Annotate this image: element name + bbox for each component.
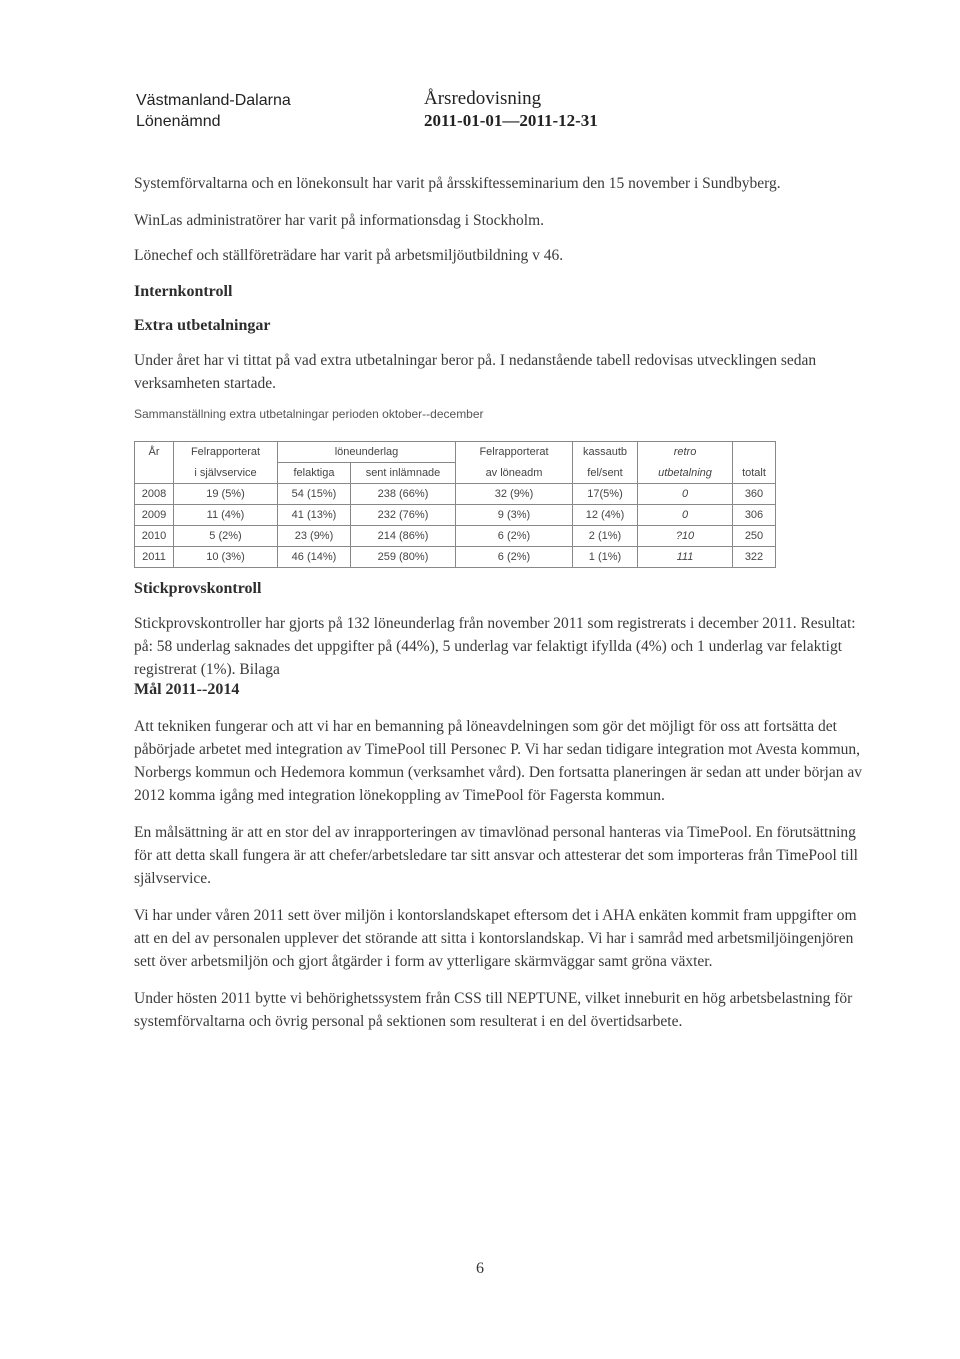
table-header-cell: Felrapporterat <box>174 442 278 463</box>
table-cell: 19 (5%) <box>174 484 278 505</box>
table-cell: 2010 <box>135 526 174 547</box>
organization-header <box>136 90 291 132</box>
table-header-cell: retro <box>638 442 733 463</box>
org-board: Lönenämnd <box>136 113 221 130</box>
table-cell: 250 <box>733 526 776 547</box>
table-cell: 360 <box>733 484 776 505</box>
table-header-cell: utbetalning <box>638 463 733 484</box>
table-header-row-1 <box>135 442 776 463</box>
page-content <box>134 172 874 1033</box>
table-cell: 0 <box>638 505 733 526</box>
table-cell: 11 (4%) <box>174 505 278 526</box>
page-number: 6 <box>476 1260 484 1277</box>
table-cell: 46 (14%) <box>278 547 351 568</box>
heading-internkontroll: Internkontroll <box>134 283 233 300</box>
intro-paragraph: Lönechef och ställföreträdare har varit på arbetsmiljöutbildning v 46. <box>134 247 564 264</box>
document-title: Årsredovisning <box>424 88 542 109</box>
mal-paragraph: Under hösten 2011 bytte vi behörighetssystem från CSS till NEPTUNE, vilket inneburit en hög arbetsbelastning för systemförvaltarna och övrig personal på sektionen som resulterat i en del övertidsarbete. <box>134 990 853 1030</box>
table-cell: 5 (2%) <box>174 526 278 547</box>
mal-paragraph: En målsättning är att en stor del av inrapporteringen av timavlönad personal hanteras via TimePool. En förutsättning för att detta skall fungera är att chefer/arbetsledare tar sitt ansvar och attesterar det som importeras från TimePool till självservice. <box>134 824 858 887</box>
table-cell: 2009 <box>135 505 174 526</box>
table-header-cell: fel/sent <box>573 463 638 484</box>
document-header <box>424 88 598 132</box>
table-row <box>135 547 776 568</box>
table-cell: 2 (1%) <box>573 526 638 547</box>
table-cell: 17(5%) <box>573 484 638 505</box>
table-cell: 6 (2%) <box>456 547 573 568</box>
table-cell: 1 (1%) <box>573 547 638 568</box>
table-caption: Sammanställning extra utbetalningar perioden oktober--december <box>134 407 484 421</box>
table-cell: 6 (2%) <box>456 526 573 547</box>
table-row <box>135 484 776 505</box>
heading-mal: Mål 2011--2014 <box>134 681 240 698</box>
table-cell: 2011 <box>135 547 174 568</box>
document-period: 2011-01-01—2011-12-31 <box>424 111 598 130</box>
heading-extra-utbetalningar: Extra utbetalningar <box>134 317 271 334</box>
table-row <box>135 505 776 526</box>
table-cell: 32 (9%) <box>456 484 573 505</box>
table-cell: 10 (3%) <box>174 547 278 568</box>
table-cell: 306 <box>733 505 776 526</box>
table-header-cell: kassautb <box>573 442 638 463</box>
table-header-cell <box>733 442 776 463</box>
table-cell: 2008 <box>135 484 174 505</box>
table-cell: 12 (4%) <box>573 505 638 526</box>
table-cell: 214 (86%) <box>351 526 456 547</box>
table-cell: 54 (15%) <box>278 484 351 505</box>
mal-paragraph: Att tekniken fungerar och att vi har en bemanning på löneavdelningen som gör det möjligt för oss att fortsätta det påbörjade arbetet med integration av TimePool till Personec P. Vi har sedan tidigare integration mot Avesta kommun, Norbergs kommun och Hedemora kommun (verksamhet vård). Den fortsatta planeringen är sedan att under början av 2012 komma igång med integration lönekoppling av TimePool för Fagersta kommun. <box>134 718 862 804</box>
table-cell: 9 (3%) <box>456 505 573 526</box>
table-header-cell: av löneadm <box>456 463 573 484</box>
table-cell: 259 (80%) <box>351 547 456 568</box>
table-cell: 232 (76%) <box>351 505 456 526</box>
table-header-cell: sent inlämnade <box>351 463 456 484</box>
table-header-cell: felaktiga <box>278 463 351 484</box>
intro-paragraph: WinLas administratörer har varit på informationsdag i Stockholm. <box>134 212 545 229</box>
table-header-cell: löneunderlag <box>278 442 456 463</box>
table-cell: ?10 <box>638 526 733 547</box>
table-cell: 111 <box>638 547 733 568</box>
table-cell: 0 <box>638 484 733 505</box>
table-cell: 238 (66%) <box>351 484 456 505</box>
table-cell: 23 (9%) <box>278 526 351 547</box>
table-header-cell: År <box>135 442 174 463</box>
table-header-cell: totalt <box>733 463 776 484</box>
intro-paragraph: Systemförvaltarna och en lönekonsult har varit på årsskiftesseminarium den 15 november i Sundbyberg. <box>134 175 781 192</box>
table-row <box>135 526 776 547</box>
extra-payments-table <box>134 441 776 568</box>
mal-paragraph: Vi har under våren 2011 sett över miljön i kontorslandskapet eftersom det i AHA enkäten kommit fram uppgifter om att en del av personalen upplever det störande att sitta i kontorslandskap. Vi har i samråd med arbetsmiljöingenjören sett över arbetsmiljön och gjort åtgärder i form av ytterligare skärmväggar samt gröna växter. <box>134 907 857 970</box>
table-cell: 41 (13%) <box>278 505 351 526</box>
table-header-cell <box>135 463 174 484</box>
heading-stickprovskontroll: Stickprovskontroll <box>134 580 262 597</box>
extra-paragraph: Under året har vi tittat på vad extra utbetalningar beror på. I nedanstående tabell redovisas utvecklingen sedan verksamheten startade. <box>134 352 817 392</box>
stickprov-paragraph: Stickprovskontroller har gjorts på 132 löneunderlag från november 2011 som registrerats i december 2011. Resultat: på: 58 underlag saknades det uppgifter på (44%), 5 underlag var felaktigt ifyllda (4%) och 1 underlag var felaktigt registrerat (1%). Bilaga <box>134 615 856 678</box>
table-cell: 322 <box>733 547 776 568</box>
table-header-cell: Felrapporterat <box>456 442 573 463</box>
org-name: Västmanland-Dalarna <box>136 92 291 109</box>
table-header-row-2 <box>135 463 776 484</box>
table-header-cell: i självservice <box>174 463 278 484</box>
